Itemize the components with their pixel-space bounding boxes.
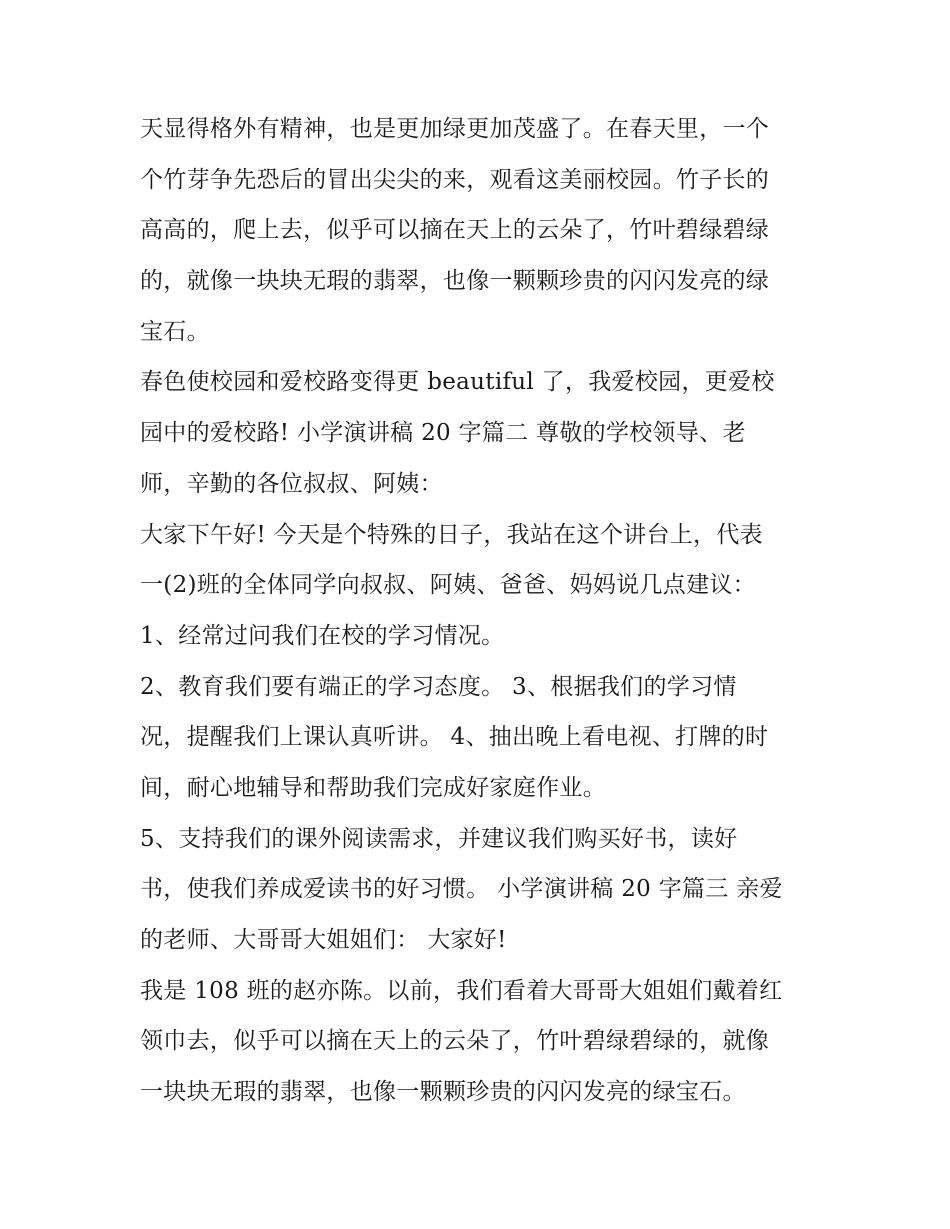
body-text — [140, 104, 820, 1118]
text-line-16: 书，使我们养成爱读书的好习惯。 小学演讲稿 20 字篇三 亲爱 — [140, 876, 783, 903]
text-line-2: 个竹芽争先恐后的冒出尖尖的来，观看这美丽校园。竹子长的 — [140, 166, 770, 193]
text-line-6: 春色使校园和爱校路变得更 beautiful 了，我爱校园，更爱校 — [140, 369, 775, 396]
text-line-17: 的老师、大哥哥大姐姐们： 大家好! — [140, 927, 507, 953]
text-line-11: 1、经常过问我们在校的学习情况。 — [140, 622, 505, 649]
text-line-12: 2、教育我们要有端正的学习态度。 3、根据我们的学习情 — [140, 673, 737, 700]
text-line-15: 5、支持我们的课外阅读需求，并建议我们购买好书，读好 — [140, 825, 738, 852]
text-line-20: 一块块无瑕的翡翠，也像一颗颗珍贵的闪闪发亮的绿宝石。 — [140, 1079, 746, 1106]
text-line-8: 师，辛勤的各位叔叔、阿姨： — [140, 470, 443, 497]
text-line-5: 宝石。 — [140, 318, 210, 345]
text-line-4: 的，就像一块块无瑕的翡翠，也像一颗颗珍贵的闪闪发亮的绿 — [140, 268, 770, 295]
text-line-10: 一(2)班的全体同学向叔叔、阿姨、爸爸、妈妈说几点建议： — [140, 572, 756, 599]
text-line-13: 况，提醒我们上课认真听讲。 4、抽出晚上看电视、打牌的时 — [140, 724, 769, 751]
text-line-19: 领巾去，似乎可以摘在天上的云朵了，竹叶碧绿碧绿的，就像 — [140, 1028, 770, 1055]
text-line-3: 高高的，爬上去，似乎可以摘在天上的云朵了，竹叶碧绿碧绿 — [140, 217, 770, 244]
text-line-18: 我是 108 班的赵亦陈。以前，我们看着大哥哥大姐姐们戴着红 — [140, 977, 783, 1004]
text-line-9: 大家下午好! 今天是个特殊的日子，我站在这个讲台上，代表 — [140, 521, 763, 548]
text-line-7: 园中的爱校路! 小学演讲稿 20 字篇二 尊敬的学校领导、老 — [140, 420, 746, 447]
text-line-1: 天显得格外有精神，也是更加绿更加茂盛了。在春天里，一个 — [140, 116, 770, 142]
text-line-14: 间，耐心地辅导和帮助我们完成好家庭作业。 — [140, 774, 606, 801]
